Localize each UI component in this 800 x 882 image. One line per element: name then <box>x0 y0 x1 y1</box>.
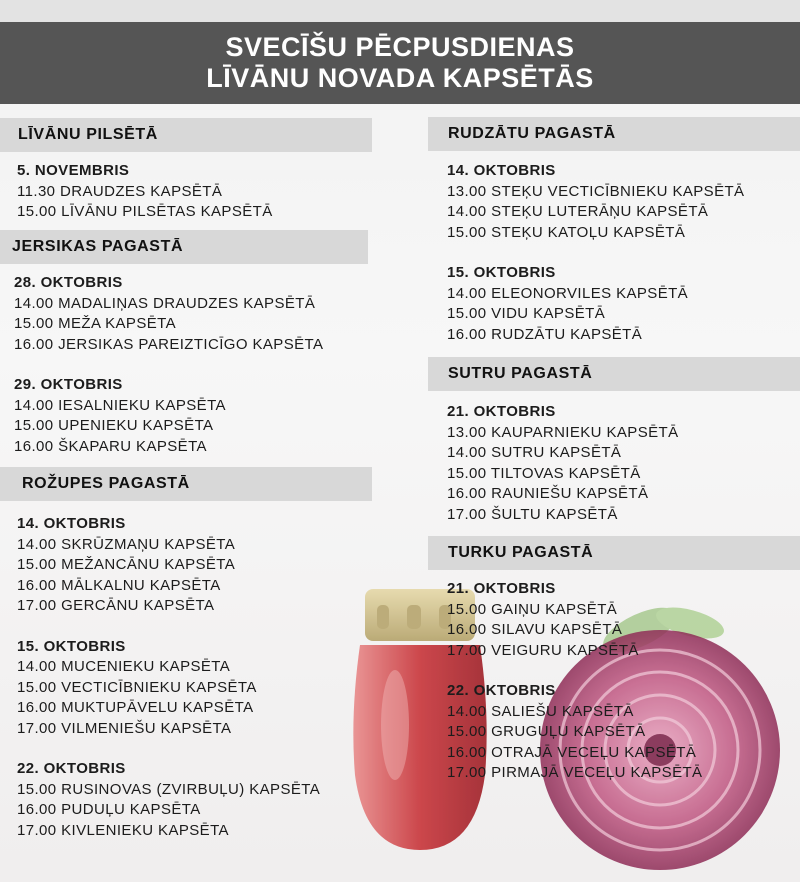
top-strip <box>0 0 800 22</box>
section-header-turki: TURKU PAGASTĀ <box>428 536 800 570</box>
section-turki-schedule <box>447 579 702 784</box>
schedule-item: 14.00 SKRŪZMAŅU KAPSĒTA <box>17 535 236 553</box>
schedule-date: 29. OKTOBRIS <box>14 376 123 393</box>
page-title-banner <box>0 22 800 104</box>
schedule-item: 16.00 JERSIKAS PAREIZTICĪGO KAPSĒTA <box>14 335 324 353</box>
schedule-item: 15.00 LĪVĀNU PILSĒTAS KAPSĒTĀ <box>17 203 273 220</box>
schedule-date: 22. OKTOBRIS <box>17 760 126 777</box>
page-title-line-1: SVECĪŠU PĒCPUSDIENAS <box>225 32 575 62</box>
schedule-item: 16.00 RUDZĀTU KAPSĒTĀ <box>447 325 643 343</box>
schedule-item: 15.00 VIDU KAPSĒTĀ <box>447 305 606 322</box>
schedule-item: 14.00 SALIEŠU KAPSĒTĀ <box>447 702 634 720</box>
schedule-item: 16.00 MUKTUPĀVELU KAPSĒTA <box>17 699 254 716</box>
schedule-item: 13.00 STEĶU VECTICĪBNIEKU KAPSĒTĀ <box>447 182 745 200</box>
section-rudzati-schedule <box>447 161 744 345</box>
schedule-item: 15.00 UPENIEKU KAPSĒTA <box>14 417 214 434</box>
schedule-item: 11.30 DRAUDZES KAPSĒTĀ <box>17 182 223 200</box>
schedule-item: 15.00 MEŽA KAPSĒTA <box>14 315 176 332</box>
schedule-item: 16.00 ŠKAPARU KAPSĒTA <box>14 437 207 455</box>
section-jersika-schedule <box>14 273 323 457</box>
schedule-item: 14.00 STEĶU LUTERĀŅU KAPSĒTĀ <box>447 203 709 220</box>
schedule-date: 15. OKTOBRIS <box>17 637 126 655</box>
section-header-rozupe: ROŽUPES PAGASTĀ <box>0 467 372 501</box>
schedule-item: 14.00 IESALNIEKU KAPSĒTA <box>14 396 226 414</box>
schedule-item: 15.00 RUSINOVAS (ZVIRBUĻU) KAPSĒTA <box>17 780 321 798</box>
schedule-date: 22. OKTOBRIS <box>447 682 556 699</box>
section-header-livani: LĪVĀNU PILSĒTĀ <box>0 118 372 152</box>
section-header-sutri: SUTRU PAGASTĀ <box>428 357 800 391</box>
schedule-item: 16.00 MĀLKALNU KAPSĒTA <box>17 576 221 594</box>
schedule-item: 14.00 MADALIŅAS DRAUDZES KAPSĒTĀ <box>14 294 316 312</box>
schedule-date: 14. OKTOBRIS <box>447 162 556 179</box>
section-livani-schedule <box>17 161 273 223</box>
section-rozupe-schedule <box>17 514 320 841</box>
schedule-date: 15. OKTOBRIS <box>447 264 556 281</box>
schedule-item: 15.00 TILTOVAS KAPSĒTĀ <box>447 464 641 482</box>
schedule-item: 15.00 GAIŅU KAPSĒTĀ <box>447 600 618 618</box>
schedule-date: 21. OKTOBRIS <box>447 580 556 597</box>
schedule-item: 15.00 VECTICĪBNIEKU KAPSĒTA <box>17 678 257 696</box>
schedule-date: 28. OKTOBRIS <box>14 274 123 291</box>
section-header-jersika: JERSIKAS PAGASTĀ <box>0 230 368 264</box>
section-sutri-schedule <box>447 402 678 525</box>
page-title-line-2: LĪVĀNU NOVADA KAPSĒTĀS <box>206 63 594 93</box>
schedule-item: 16.00 SILAVU KAPSĒTĀ <box>447 621 623 638</box>
section-header-rudzati: RUDZĀTU PAGASTĀ <box>428 117 800 151</box>
schedule-item: 17.00 PIRMAJĀ VECEĻU KAPSĒTĀ <box>447 764 703 781</box>
schedule-item: 17.00 GERCĀNU KAPSĒTA <box>17 597 215 614</box>
schedule-item: 17.00 VILMENIEŠU KAPSĒTA <box>17 719 232 737</box>
schedule-date: 21. OKTOBRIS <box>447 403 556 420</box>
schedule-item: 14.00 SUTRU KAPSĒTĀ <box>447 444 622 461</box>
schedule-item: 17.00 VEIGURU KAPSĒTĀ <box>447 641 639 659</box>
schedule-item: 14.00 MUCENIEKU KAPSĒTA <box>17 658 231 675</box>
schedule-item: 17.00 ŠULTU KAPSĒTĀ <box>447 505 618 523</box>
schedule-date: 5. NOVEMBRIS <box>17 162 130 179</box>
schedule-item: 15.00 STEĶU KATOĻU KAPSĒTĀ <box>447 223 686 241</box>
schedule-item: 16.00 OTRAJĀ VECEĻU KAPSĒTĀ <box>447 743 697 761</box>
schedule-item: 15.00 GRUGUĻU KAPSĒTĀ <box>447 723 646 740</box>
schedule-item: 16.00 PUDUĻU KAPSĒTA <box>17 801 201 818</box>
schedule-item: 16.00 RAUNIEŠU KAPSĒTĀ <box>447 485 649 502</box>
schedule-item: 17.00 KIVLENIEKU KAPSĒTA <box>17 821 229 839</box>
schedule-item: 13.00 KAUPARNIEKU KAPSĒTĀ <box>447 423 679 441</box>
schedule-item: 14.00 ELEONORVILES KAPSĒTĀ <box>447 284 689 302</box>
schedule-item: 15.00 MEŽANCĀNU KAPSĒTA <box>17 556 236 573</box>
schedule-date: 14. OKTOBRIS <box>17 515 126 532</box>
